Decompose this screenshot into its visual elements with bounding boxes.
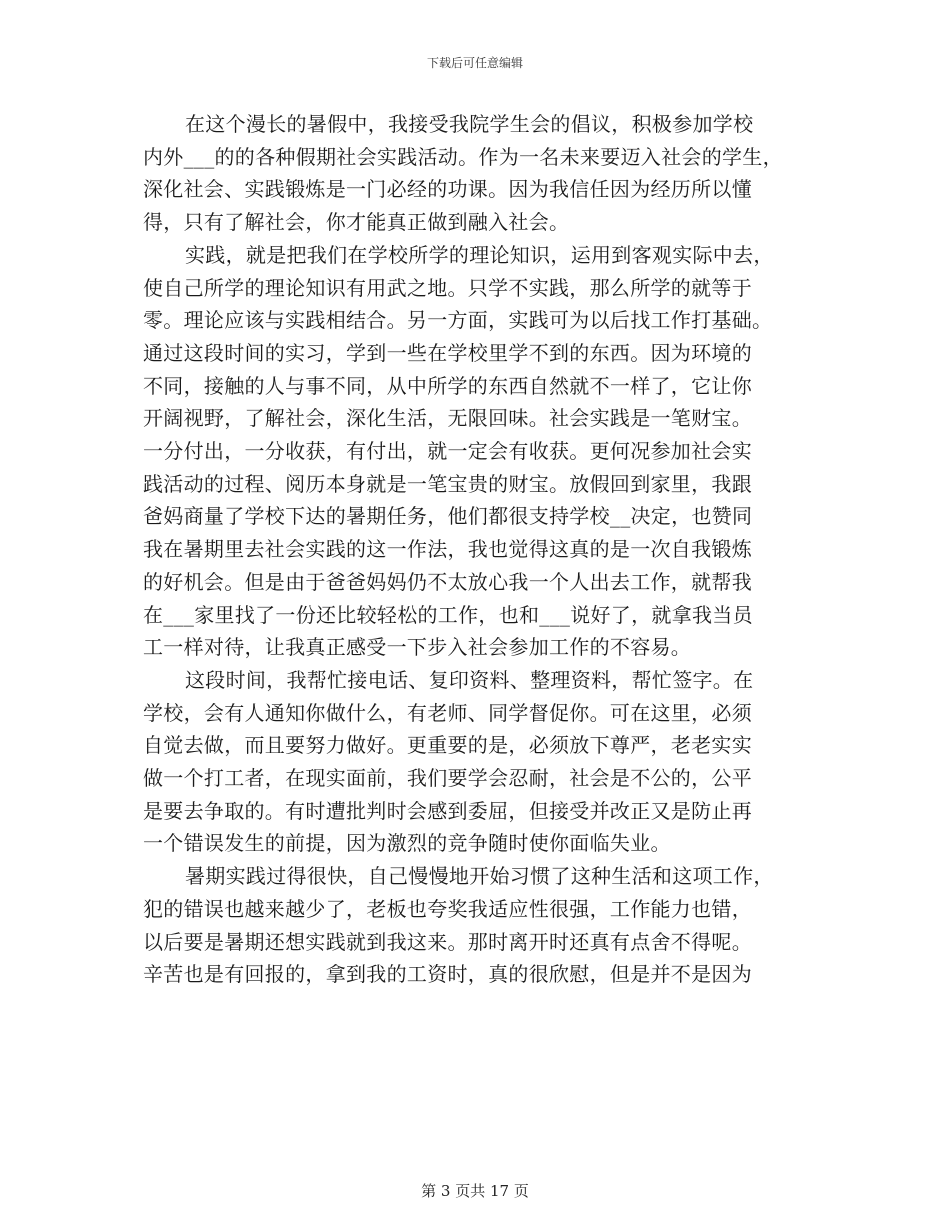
- text-line: 在___家里找了一份还比较轻松的工作，也和___说好了，就拿我当员: [143, 602, 753, 627]
- text-line: 我在暑期里去社会实践的这一作法，我也觉得这真的是一次自我锻炼: [143, 537, 752, 562]
- text-line: 践活动的过程、阅历本身就是一笔宝贵的财宝。放假回到家里，我跟: [143, 471, 752, 496]
- text-line: 通过这段时间的实习，学到一些在学校里学不到的东西。因为环境的: [143, 340, 752, 365]
- text-line: 学校，会有人通知你做什么，有老师、同学督促你。可在这里，必须: [143, 700, 752, 725]
- text-line: 爸妈商量了学校下达的暑期任务，他们都很支持学校__决定，也赞同: [143, 504, 753, 529]
- text-line: 实践，就是把我们在学校所学的理论知识，运用到客观实际中去，: [185, 242, 774, 267]
- text-line: 深化社会、实践锻炼是一门必经的功课。因为我信任因为经历所以懂: [143, 177, 752, 202]
- text-line: 自觉去做，而且要努力做好。更重要的是，必须放下尊严，老老实实: [143, 733, 752, 758]
- text-line: 是要去争取的。有时遭批判时会感到委屈，但接受并改正又是防止再: [143, 798, 752, 823]
- document-body: [143, 108, 813, 991]
- text-line: 在这个漫长的暑假中，我接受我院学生会的倡议，积极参加学校: [185, 112, 754, 136]
- text-line: 一分付出，一分收获，有付出，就一定会有收获。更何况参加社会实: [143, 439, 752, 464]
- text-line: 开阔视野，了解社会，深化生活，无限回味。社会实践是一笔财宝。: [143, 406, 752, 431]
- text-line: 犯的错误也越来越少了，老板也夸奖我适应性很强，工作能力也错，: [143, 896, 752, 921]
- text-line: 做一个打工者，在现实面前，我们要学会忍耐，社会是不公的，公平: [143, 766, 752, 791]
- page-header: 下载后可任意编辑: [426, 56, 523, 70]
- text-line: 以后要是暑期还想实践就到我这来。那时离开时还真有点舍不得呢。: [143, 929, 752, 954]
- text-line: 使自己所学的理论知识有用武之地。只学不实践，那么所学的就等于: [143, 275, 752, 300]
- text-line: 内外___的的各种假期社会实践活动。作为一名未来要迈入社会的学生，: [143, 144, 783, 169]
- text-line: 不同，接触的人与事不同，从中所学的东西自然就不一样了，它让你: [143, 373, 752, 398]
- page-footer: 第 3 页共 17 页: [421, 1182, 529, 1200]
- text-line: 的好机会。但是由于爸爸妈妈仍不太放心我一个人出去工作，就帮我: [143, 569, 752, 594]
- text-line: 零。理论应该与实践相结合。另一方面，实践可为以后找工作打基础。: [143, 308, 773, 333]
- text-line: 辛苦也是有回报的，拿到我的工资时，真的很欣慰，但是并不是因为: [143, 962, 752, 987]
- text-line: 得，只有了解社会，你才能真正做到融入社会。: [143, 210, 570, 235]
- text-line: 这段时间，我帮忙接电话、复印资料、整理资料，帮忙签字。在: [185, 667, 754, 692]
- text-line: 一个错误发生的前提，因为激烈的竞争随时使你面临失业。: [143, 831, 671, 856]
- text-line: 工一样对待，让我真正感受一下步入社会参加工作的不容易。: [143, 635, 692, 660]
- text-line: 暑期实践过得很快，自己慢慢地开始习惯了这种生活和这项工作，: [185, 864, 774, 889]
